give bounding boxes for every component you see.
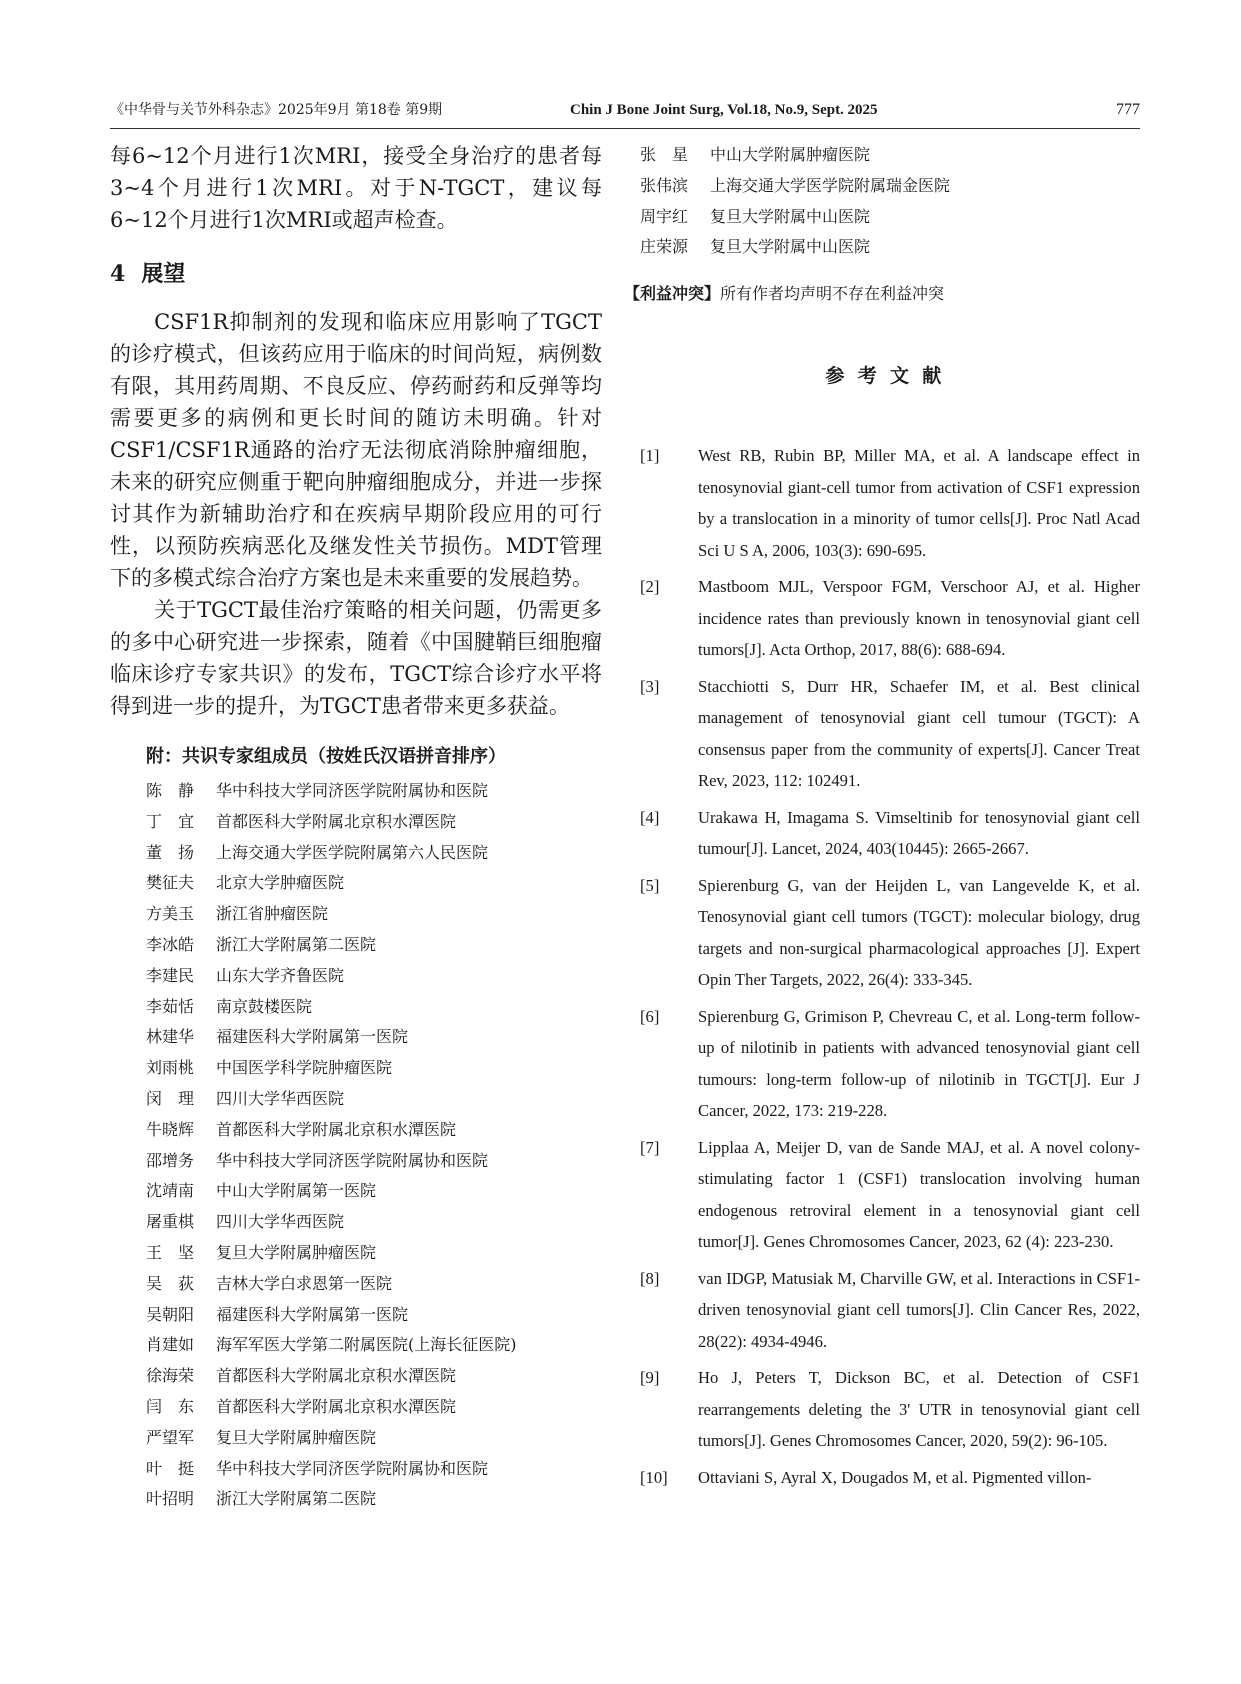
member-name: 丁 宜: [146, 811, 195, 831]
member-institution: 复旦大学附属中山医院: [710, 206, 871, 226]
reference-item: [640, 1362, 1140, 1457]
member-institution: 浙江大学附属第二医院: [216, 1489, 377, 1509]
reference-text: van IDGP, Matusiak M, Charville GW, et al. Interactions in CSF1-driven tenosynovial giant cell tumors[J]. Clin Cancer Res, 2022, 28(22): 4934-4946.: [698, 1268, 1140, 1351]
member-row: [146, 1176, 602, 1207]
member-institution: 中国医学科学院肿瘤医院: [216, 1058, 393, 1078]
member-row: [640, 171, 1140, 202]
left-column: [110, 140, 602, 1515]
member-institution: 四川大学华西医院: [216, 1212, 345, 1232]
member-institution: 复旦大学附属肿瘤医院: [216, 1242, 377, 1262]
section-heading: [110, 258, 602, 290]
member-institution: 上海交通大学医学院附属瑞金医院: [710, 175, 951, 195]
right-column: [624, 140, 1140, 391]
reference-text: Ho J, Peters T, Dickson BC, et al. Detection of CSF1 rearrangements deleting the 3' UTR in tenosynovial giant cell tumors[J]. Genes Chromosomes Cancer, 2020, 59(2): 96-105.: [698, 1368, 1140, 1450]
reference-item: [640, 1132, 1140, 1258]
reference-text: Spierenburg G, van der Heijden L, van Langevelde K, et al. Tenosynovial giant cell tumors (TGCT): molecular biology, drug targets and non-surgical pharmacological approaches [J]. Expert Opin Ther Targets, 2022, 26(4): 333-345.: [698, 875, 1140, 989]
reference-list: [640, 440, 1140, 1498]
member-row: [146, 1361, 602, 1392]
member-row: [640, 202, 1140, 233]
conflict-text: 所有作者均声明不存在利益冲突: [720, 284, 945, 304]
member-row: [146, 1207, 602, 1238]
member-name: 严望军: [146, 1427, 195, 1447]
outlook-paragraph-1: CSF1R抑制剂的发现和临床应用影响了TGCT的诊疗模式，但该药应用于临床的时间尚短，病例数有限，其用药周期、不良反应、停药耐药和反弹等均需要更多的病例和更长时间的随访未明确。针对CSF1/CSF1R通路的治疗无法彻底消除肿瘤细胞，未来的研究应侧重于靶向肿瘤细胞成分，并进一步探讨其作为新辅助治疗和在疾病早期阶段应用的可行性，以预防疾病恶化及继发性关节损伤。MDT管理下的多模式综合治疗方案也是未来重要的发展趋势。: [110, 310, 602, 590]
appendix-title: 附：共识专家组成员（按姓氏汉语拼音排序）: [146, 746, 506, 767]
journal-title-en: Chin J Bone Joint Surg, Vol.18, No.9, Sept. 2025: [570, 102, 878, 118]
member-name: 李茹恬: [146, 996, 195, 1016]
reference-number: [1]: [640, 446, 660, 465]
member-row: [146, 1022, 602, 1053]
member-name: 吴 荻: [146, 1273, 195, 1293]
reference-number: [8]: [640, 1268, 660, 1288]
member-row: [146, 868, 602, 899]
reference-text: Spierenburg G, Grimison P, Chevreau C, et al. Long-term follow-up of nilotinib in patients with advanced tenosynovial giant cell tumours: long-term follow-up of nilotinib in TGCT[J]. Eur J Cancer, 2022, 173: 219-228.: [698, 1006, 1140, 1120]
member-row: [146, 1423, 602, 1454]
reference-item: [640, 802, 1140, 865]
member-name: 周宇红: [640, 206, 689, 226]
member-name: 闫 东: [146, 1396, 195, 1416]
member-row: [146, 1269, 602, 1300]
member-row: [146, 1146, 602, 1177]
member-name: 樊征夫: [146, 873, 195, 893]
member-name: 董 扬: [146, 842, 195, 862]
member-name: 陈 静: [146, 781, 195, 800]
member-name: 张伟滨: [640, 175, 689, 195]
member-row: [146, 1392, 602, 1423]
member-name: 庄荣源: [640, 237, 689, 257]
continued-paragraph: 每6~12个月进行1次MRI，接受全身治疗的患者每3~4个月进行1次MRI。对于N-TGCT，建议每6~12个月进行1次MRI或超声检查。: [110, 144, 602, 232]
conflict-of-interest: [624, 281, 1140, 307]
member-row: [146, 992, 602, 1023]
member-name: 李建民: [146, 965, 195, 985]
member-name: 沈靖南: [146, 1181, 195, 1201]
header-rule: [110, 128, 1140, 129]
reference-number: [10]: [640, 1467, 668, 1487]
member-row: [146, 1238, 602, 1269]
member-name: 王 坚: [146, 1242, 195, 1262]
member-name: 方美玉: [146, 904, 195, 924]
member-row: [146, 807, 602, 838]
reference-number: [4]: [640, 807, 660, 827]
member-row: [146, 1084, 602, 1115]
reference-item: [640, 1462, 1140, 1494]
section-number: 4: [110, 261, 126, 287]
member-institution: 福建医科大学附属第一医院: [216, 1027, 409, 1047]
member-institution: 华中科技大学同济医学院附属协和医院: [216, 1150, 489, 1170]
reference-text: Urakawa H, Imagama S. Vimseltinib for tenosynovial giant cell tumour[J]. Lancet, 2024, 403(10445): 2665-2667.: [698, 807, 1140, 858]
member-row: [146, 1484, 602, 1515]
reference-number: [3]: [640, 676, 660, 696]
member-row: [146, 961, 602, 992]
expert-member-list-continued: [640, 140, 1140, 263]
outlook-paragraph-2: 关于TGCT最佳治疗策略的相关问题，仍需更多的多中心研究进一步探索，随着《中国腱鞘巨细胞瘤临床诊疗专家共识》的发布，TGCT综合诊疗水平将得到进一步的提升，为TGCT患者带来更多获益。: [110, 598, 602, 718]
journal-title-cn: 《中华骨与关节外科杂志》2025年9月 第18卷 第9期: [110, 102, 443, 118]
member-institution: 中山大学附属第一医院: [216, 1181, 377, 1201]
member-institution: 北京大学肿瘤医院: [216, 873, 345, 893]
member-name: 邵增务: [146, 1150, 195, 1170]
member-institution: 山东大学齐鲁医院: [216, 965, 345, 985]
member-name: 屠重棋: [146, 1212, 195, 1232]
member-row: [146, 1330, 602, 1361]
reference-text: Lipplaa A, Meijer D, van de Sande MAJ, et al. A novel colony-stimulating factor 1 (CSF1) translocation involving human endogenous retroviral element in a tenosynovial giant cell tumor[J]. Genes Chromosomes Cancer, 2023, 62 (4): 223-230.: [698, 1137, 1140, 1251]
member-name: 吴朝阳: [146, 1304, 195, 1324]
member-name: 徐海荣: [146, 1366, 195, 1386]
member-institution: 四川大学华西医院: [216, 1088, 345, 1108]
member-row: [146, 838, 602, 869]
member-institution: 南京鼓楼医院: [216, 996, 313, 1016]
reference-text: Ottaviani S, Ayral X, Dougados M, et al. Pigmented villon-: [698, 1467, 1092, 1487]
member-row: [640, 140, 1140, 171]
member-institution: 浙江大学附属第二医院: [216, 934, 377, 954]
member-name: 叶招明: [146, 1489, 195, 1509]
member-row: [146, 1115, 602, 1146]
reference-item: [640, 671, 1140, 797]
reference-text: Mastboom MJL, Verspoor FGM, Verschoor AJ, et al. Higher incidence rates than previously known in tenosynovial giant cell tumors[J]. Acta Orthop, 2017, 88(6): 688-694.: [698, 577, 1140, 659]
member-name: 闵 理: [146, 1088, 195, 1108]
reference-text: West RB, Rubin BP, Miller MA, et al. A landscape effect in tenosynovial giant-cell tumor from activation of CSF1 expression by a translocation in a minority of tumor cells[J]. Proc Natl Acad Sci U S A, 2006, 103(3): 690-695.: [698, 446, 1140, 560]
member-institution: 首都医科大学附属北京积水潭医院: [216, 811, 457, 831]
member-name: 刘雨桃: [146, 1058, 195, 1078]
expert-member-list: [110, 776, 602, 1515]
reference-item: [640, 870, 1140, 996]
member-institution: 吉林大学白求恩第一医院: [216, 1273, 393, 1293]
member-row: [146, 1300, 602, 1331]
member-institution: 海军军医大学第二附属医院(上海长征医院): [216, 1335, 517, 1355]
references-title: 参考文献: [825, 365, 955, 388]
member-institution: 浙江省肿瘤医院: [216, 904, 329, 924]
reference-item: [640, 1001, 1140, 1127]
member-institution: 中山大学附属肿瘤医院: [710, 145, 871, 164]
member-institution: 福建医科大学附属第一医院: [216, 1304, 409, 1324]
member-name: 林建华: [146, 1027, 195, 1047]
section-title: 展望: [141, 261, 186, 287]
member-institution: 华中科技大学同济医学院附属协和医院: [216, 781, 489, 800]
member-row: [146, 899, 602, 930]
member-name: 李冰皓: [146, 934, 195, 954]
reference-item: [640, 440, 1140, 566]
member-row: [146, 930, 602, 961]
reference-item: [640, 571, 1140, 666]
reference-text: Stacchiotti S, Durr HR, Schaefer IM, et al. Best clinical management of tenosynovial giant cell tumour (TGCT): A consensus paper from the community of experts[J]. Cancer Treat Rev, 2023, 112: 102491.: [698, 676, 1140, 790]
reference-number: [5]: [640, 875, 660, 895]
reference-number: [6]: [640, 1006, 660, 1026]
page-number: 777: [1116, 101, 1140, 118]
member-row: [640, 232, 1140, 263]
member-institution: 华中科技大学同济医学院附属协和医院: [216, 1458, 489, 1478]
member-row: [146, 776, 602, 807]
reference-number: [7]: [640, 1137, 660, 1157]
member-institution: 复旦大学附属中山医院: [710, 237, 871, 257]
member-row: [146, 1454, 602, 1485]
reference-number: [2]: [640, 577, 660, 596]
reference-number: [9]: [640, 1368, 660, 1387]
member-institution: 首都医科大学附属北京积水潭医院: [216, 1119, 457, 1139]
member-institution: 首都医科大学附属北京积水潭医院: [216, 1366, 457, 1386]
member-row: [146, 1053, 602, 1084]
member-name: 肖建如: [146, 1335, 195, 1355]
member-institution: 上海交通大学医学院附属第六人民医院: [216, 842, 489, 862]
member-institution: 首都医科大学附属北京积水潭医院: [216, 1396, 457, 1416]
reference-item: [640, 1263, 1140, 1358]
conflict-label: 【利益冲突】: [624, 284, 721, 304]
member-name: 牛晓辉: [146, 1119, 195, 1139]
member-name: 张 星: [640, 145, 689, 164]
member-institution: 复旦大学附属肿瘤医院: [216, 1427, 377, 1447]
member-name: 叶 挺: [146, 1458, 195, 1478]
